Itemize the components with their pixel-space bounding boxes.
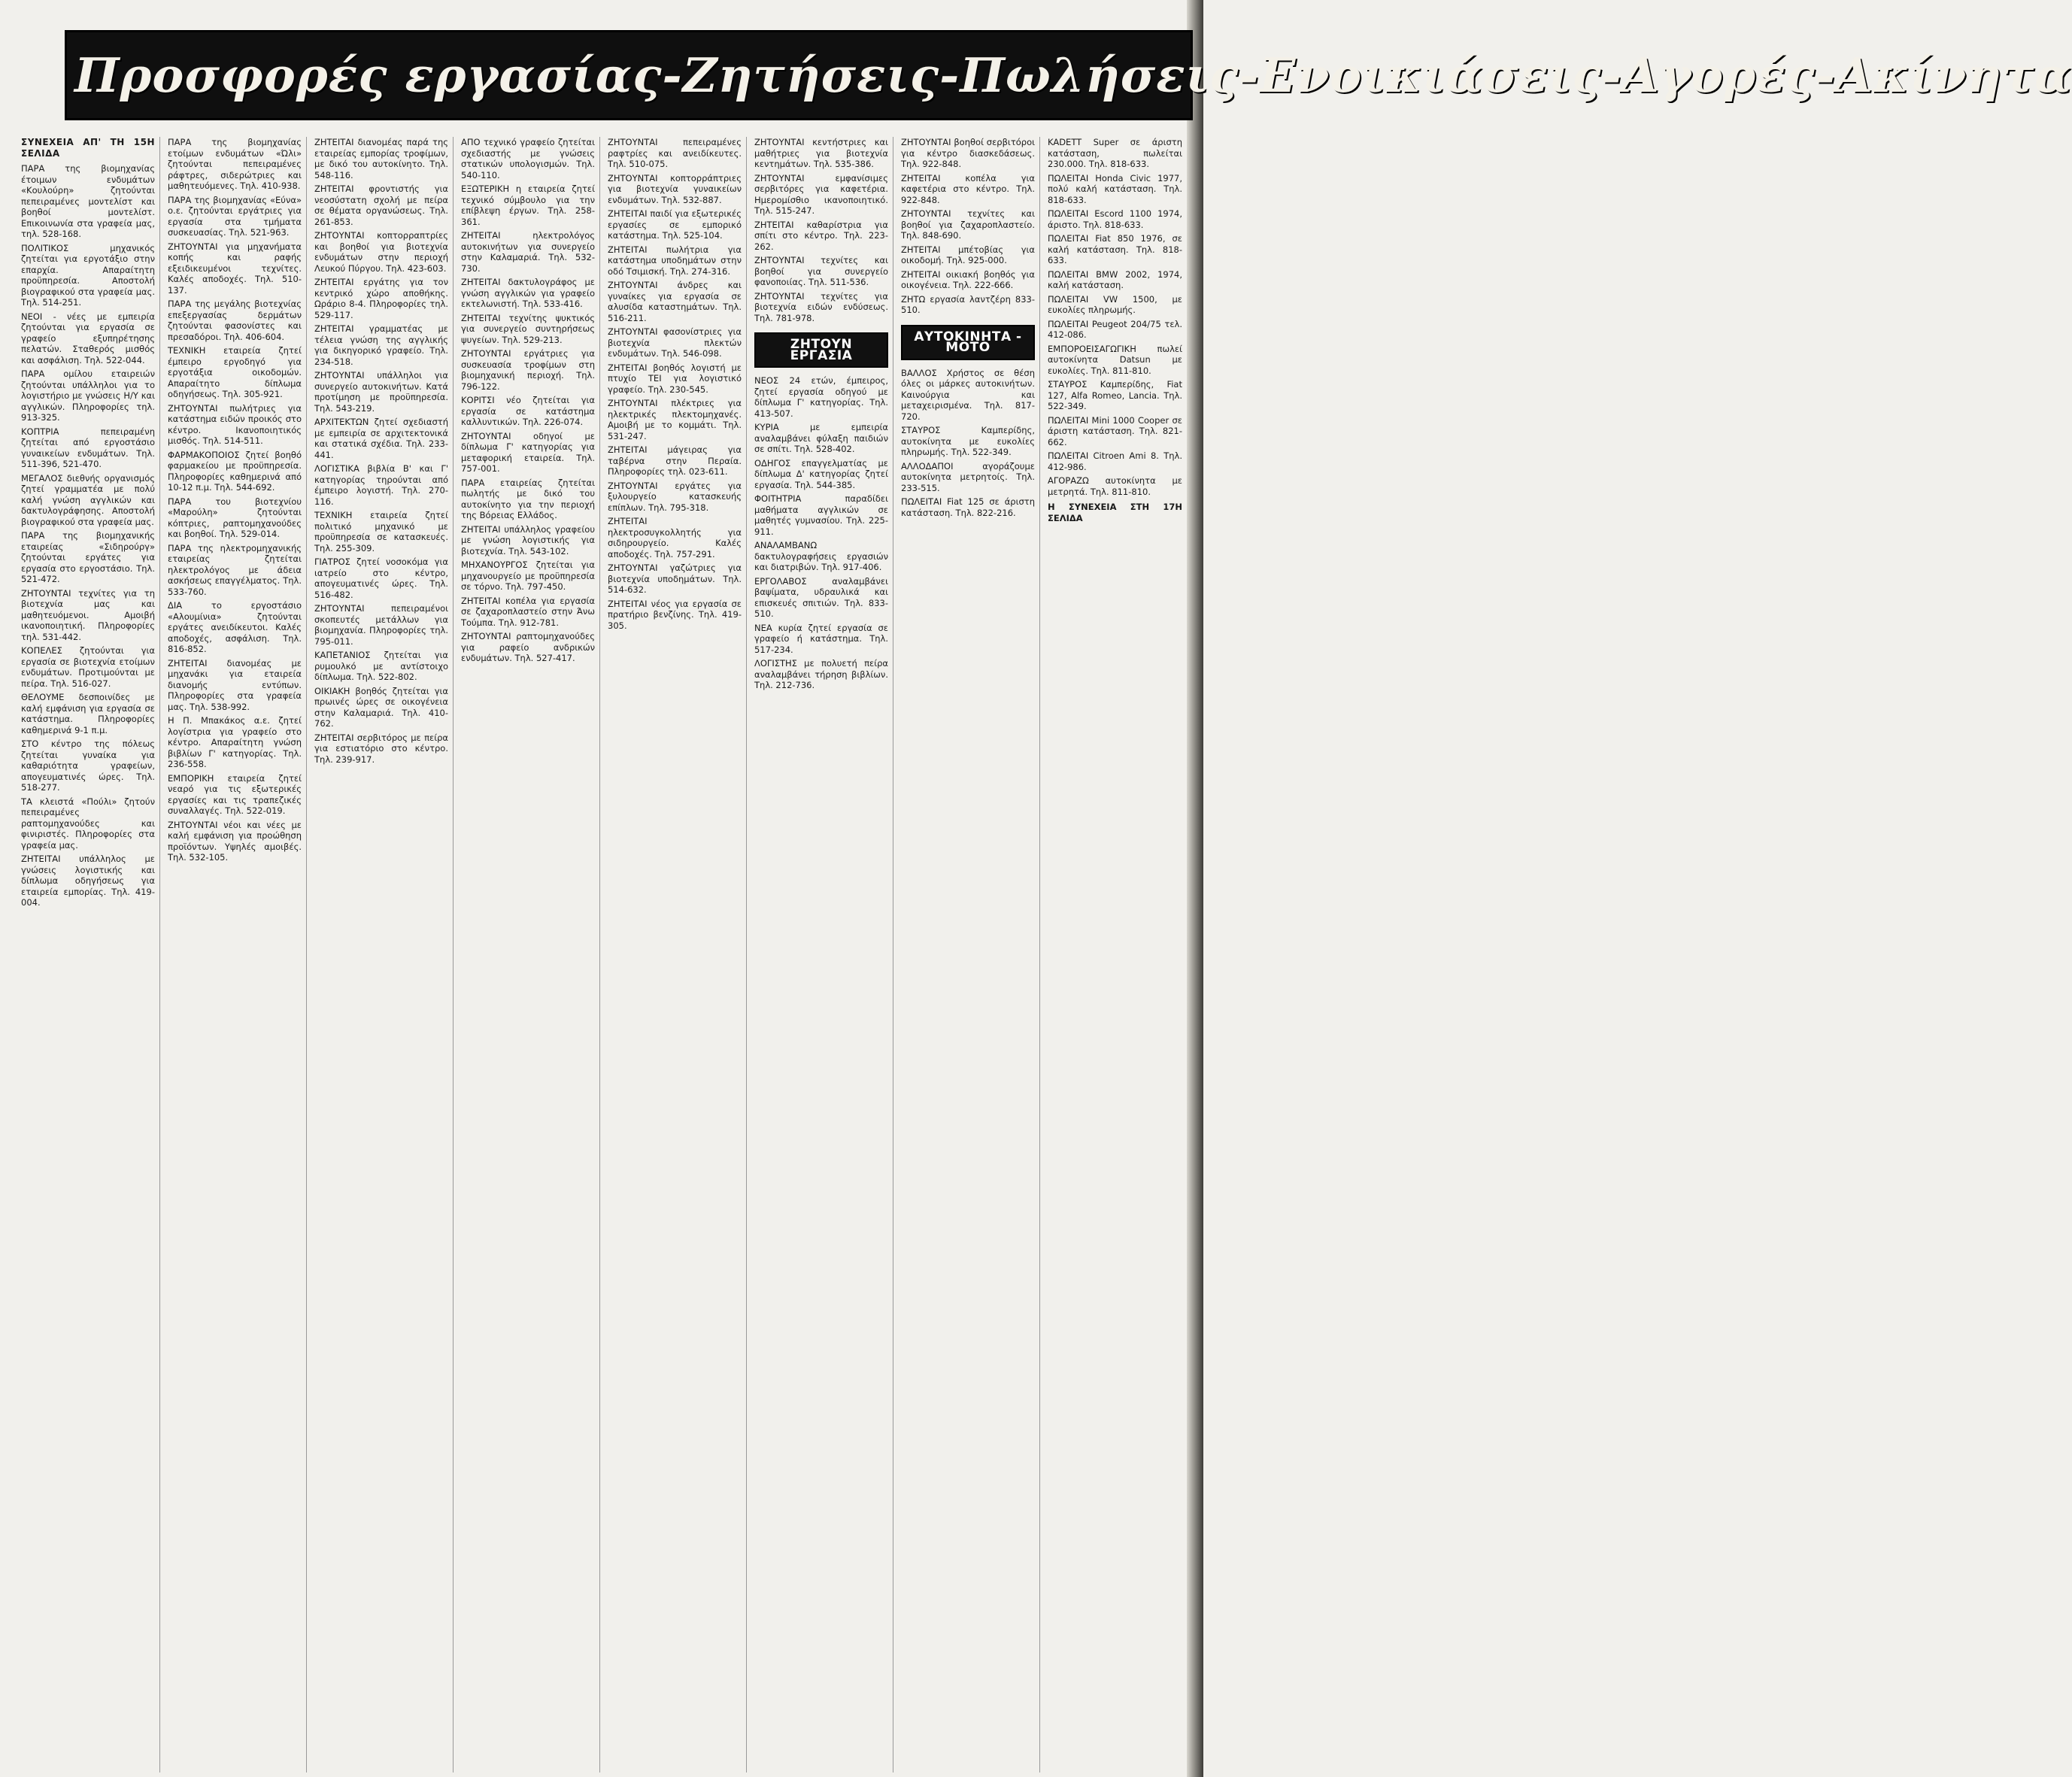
classified-ad: ΛΟΓΙΣΤΙΚΑ βιβλία Β' και Γ' κατηγορίας τηρούνται από έμπειρο λογιστή. Τηλ. 270-116. — [314, 463, 448, 507]
classified-ad: ΠΩΛΕΙΤΑΙ Mini 1000 Cooper σε άριστη κατάσταση. Τηλ. 821-662. — [1048, 414, 1182, 447]
section-header-seeking-work: ΖΗΤΟΥΝ ΕΡΓΑΣΙΑ — [754, 332, 888, 368]
classified-ad: ΠΑΡΑ του βιοτεχνίου «Μαρούλη» ζητούνται κόπτριες, ραπτομηχανούδες και βοηθοί. Τηλ. 529-014. — [168, 496, 302, 539]
classified-ad: ΖΗΤΟΥΝΤΑΙ εργάτες για ξυλουργείο κατασκευής επίπλων. Τηλ. 795-318. — [608, 480, 742, 513]
classified-ad: ΖΗΤΟΥΝΤΑΙ εμφανίσιμες σερβιτόρες για καφετέρια. Ημερομίσθιο ικανοποιητικό. Τηλ. 515-247. — [754, 172, 888, 216]
classified-ad: ΟΔΗΓΟΣ επαγγελματίας με δίπλωμα Δ' κατηγορίας ζητεί εργασία. Τηλ. 544-385. — [754, 457, 888, 490]
classified-ad: ΖΗΤΟΥΝΤΑΙ κεντήστριες και μαθήτριες για βιοτεχνία κεντημάτων. Τηλ. 535-386. — [754, 137, 888, 169]
classified-ad: ΖΗΤΟΥΝΤΑΙ κοπτορραπτρίες και βοηθοί για βιοτεχνία ενδυμάτων στην περιοχή Λευκού Πύργου. Τηλ. 423-603. — [314, 230, 448, 274]
classified-ad: ΖΗΤΟΥΝΤΑΙ φασονίστριες για βιοτεχνία πλεκτών ενδυμάτων. Τηλ. 546-098. — [608, 326, 742, 359]
classified-ad: ΠΩΛΕΙΤΑΙ Citroen Ami 8. Τηλ. 412-986. — [1048, 450, 1182, 472]
continuation-note: Η ΣΥΝΕΧΕΙΑ ΣΤΗ 17Η ΣΕΛΙΔΑ — [1048, 502, 1182, 523]
classified-ad: ΖΗΤΕΙΤΑΙ ηλεκτροσυγκολλητής για σιδηρουργείο. Καλές αποδοχές. Τηλ. 757-291. — [608, 516, 742, 559]
classified-ad: ΛΟΓΙΣΤΗΣ με πολυετή πείρα αναλαμβάνει τήρηση βιβλίων. Τηλ. 212-736. — [754, 658, 888, 690]
classified-ad: ΤΑ κλειστά «Πούλι» ζητούν πεπειραμένες ραπτομηχανούδες και φινιριστές. Πληροφορίες στα γραφεία μας. — [21, 796, 155, 851]
column-4 — [461, 137, 600, 1772]
column-8 — [1048, 137, 1187, 1772]
classified-ad: ΣΤΟ κέντρο της πόλεως ζητείται γυναίκα για καθαριότητα γραφείων, απογευματινές ώρες. Τηλ. 518-277. — [21, 738, 155, 793]
classified-ad: ΝΕΑ κυρία ζητεί εργασία σε γραφείο ή κατάστημα. Τηλ. 517-234. — [754, 622, 888, 655]
classified-ad: ΖΗΤΕΙΤΑΙ σερβιτόρος με πείρα για εστιατόριο στο κέντρο. Τηλ. 239-917. — [314, 732, 448, 765]
classified-ad: ΤΕΧΝΙΚΗ εταιρεία ζητεί έμπειρο εργοδηγό για εργοτάξια οικοδομών. Απαραίτητο δίπλωμα οδηγήσεως. Τηλ. 305-921. — [168, 345, 302, 399]
classified-ad: ΠΑΡΑ της μεγάλης βιοτεχνίας επεξεργασίας δερμάτων ζητούνται φασονίστες και πρεσαδόροι. Τηλ. 406-604. — [168, 299, 302, 342]
classified-ad: ΖΗΤΕΙΤΑΙ ηλεκτρολόγος αυτοκινήτων για συνεργείο στην Καλαμαριά. Τηλ. 532-730. — [461, 230, 595, 274]
classified-ad: ΖΗΤΕΙΤΑΙ κοπέλα για καφετέρια στο κέντρο. Τηλ. 922-848. — [901, 172, 1035, 205]
classified-ad: ΒΑΛΛΟΣ Χρήστος σε θέση όλες οι μάρκες αυτοκινήτων. Καινούργια και μεταχειρισμένα. Τηλ. 817-720. — [901, 367, 1035, 422]
classified-ad: ΖΗΤΕΙΤΑΙ νέος για εργασία σε πρατήριο βενζίνης. Τηλ. 419-305. — [608, 598, 742, 631]
classified-ad: ΠΑΡΑ της βιομηχανίας ετοίμων ενδυμάτων «Ώλι» ζητούνται πεπειραμένες ράφτρες, σιδερώτριες και μαθητευόμενες. Τηλ. 410-938. — [168, 137, 302, 191]
classified-ad: ΔΙΑ το εργοστάσιο «Αλουμίνια» ζητούνται εργάτες ανειδίκευτοι. Καλές αποδοχές, ασφάλιση. Τηλ. 816-852. — [168, 600, 302, 654]
classified-ad: ΑΛΛΟΔΑΠΟΙ αγοράζουμε αυτοκίνητα μετρητοίς. Τηλ. 233-515. — [901, 460, 1035, 493]
classified-ad: ΖΗΤΕΙΤΑΙ γραμματέας με τέλεια γνώση της αγγλικής για δικηγορικό γραφείο. Τηλ. 234-518. — [314, 323, 448, 367]
continuation-heading: ΣΥΝΕΧΕΙΑ ΑΠ' ΤΗ 15Η ΣΕΛΙΔΑ — [21, 137, 155, 159]
classified-ad: ΓΙΑΤΡΟΣ ζητεί νοσοκόμα για ιατρείο στο κέντρο, απογευματινές ώρες. Τηλ. 516-482. — [314, 556, 448, 600]
classified-ad: ΖΗΤΕΙΤΑΙ πωλήτρια για κατάστημα υποδημάτων στην οδό Τσιμισκή. Τηλ. 274-316. — [608, 244, 742, 277]
classified-ad: ΚΟΡΙΤΣΙ νέο ζητείται για εργασία σε κατάστημα καλλυντικών. Τηλ. 226-074. — [461, 395, 595, 427]
classified-ad: ΕΜΠΟΡΟΕΙΣΑΓΩΓΙΚΗ πωλεί αυτοκίνητα Datsun με ευκολίες. Τηλ. 811-810. — [1048, 343, 1182, 376]
classified-ad: ΖΗΤΕΙΤΑΙ υπάλληλος με γνώσεις λογιστικής και δίπλωμα οδηγήσεως για εταιρεία εμπορίας. Τηλ. 419-004. — [21, 854, 155, 908]
classified-ad: Η Π. Μπακάκος α.ε. ζητεί λογίστρια για γραφείο στο κέντρο. Απαραίτητη γνώση βιβλίων Γ' κατηγορίας. Τηλ. 236-558. — [168, 715, 302, 769]
classified-ad: ΠΩΛΕΙΤΑΙ BMW 2002, 1974, καλή κατάσταση. — [1048, 268, 1182, 290]
classifieds-columns — [21, 137, 1187, 1772]
classified-ad: ΑΡΧΙΤΕΚΤΩΝ ζητεί σχεδιαστή με εμπειρία σε αρχιτεκτονικά και στατικά σχέδια. Τηλ. 233-441. — [314, 417, 448, 460]
classified-ad: ΠΑΡΑ της ηλεκτρομηχανικής εταιρείας ζητείται ηλεκτρολόγος με άδεια ασκήσεως επαγγέλματος. Τηλ. 533-760. — [168, 542, 302, 597]
classified-ad: ΠΩΛΕΙΤΑΙ Honda Civic 1977, πολύ καλή κατάσταση. Τηλ. 818-633. — [1048, 172, 1182, 205]
classified-ad: ΖΗΤΟΥΝΤΑΙ τεχνίτες για βιοτεχνία ειδών ενδύσεως. Τηλ. 781-978. — [754, 290, 888, 323]
classified-ad: ΖΗΤΕΙΤΑΙ εργάτης για τον κεντρικό χώρο αποθήκης. Ωράριο 8-4. Πληροφορίες τηλ. 529-117. — [314, 277, 448, 320]
classified-ad: ΕΡΓΟΛΑΒΟΣ αναλαμβάνει βαψίματα, υδραυλικά και επισκευές σπιτιών. Τηλ. 833-510. — [754, 575, 888, 619]
classified-ad: ΦΑΡΜΑΚΟΠΟΙΟΣ ζητεί βοηθό φαρμακείου με προϋπηρεσία. Πληροφορίες καθημερινά από 10-12 π.μ. Τηλ. 544-692. — [168, 449, 302, 493]
classified-ad: ΠΟΛΙΤΙΚΟΣ μηχανικός ζητείται για εργοτάξιο στην επαρχία. Απαραίτητη προϋπηρεσία. Αποστολή βιογραφικού στα γραφεία μας. Τηλ. 514-251. — [21, 242, 155, 308]
classified-ad: ΖΗΤΕΙΤΑΙ τεχνίτης ψυκτικός για συνεργείο συντηρήσεως ψυγείων. Τηλ. 529-213. — [461, 312, 595, 345]
classified-ad: ΖΗΤΟΥΝΤΑΙ πωλήτριες για κατάστημα ειδών προικός στο κέντρο. Ικανοποιητικός μισθός. Τηλ. 514-511. — [168, 402, 302, 446]
classified-ad: ΖΗΤΟΥΝΤΑΙ ραπτομηχανούδες για ραφείο ανδρικών ενδυμάτων. Τηλ. 527-417. — [461, 631, 595, 663]
column-1 — [21, 137, 160, 1772]
classified-ad: ΠΩΛΕΙΤΑΙ VW 1500, με ευκολίες πληρωμής. — [1048, 293, 1182, 315]
classified-ad: ΕΜΠΟΡΙΚΗ εταιρεία ζητεί νεαρό για τις εξωτερικές εργασίες και τις τραπεζικές συναλλαγές. Τηλ. 522-019. — [168, 772, 302, 816]
classified-ad: ΖΗΤΕΙΤΑΙ διανομέας με μηχανάκι για εταιρεία διανομής εντύπων. Πληροφορίες στα γραφεία μας. Τηλ. 538-992. — [168, 657, 302, 712]
classified-ad: ΑΓΟΡΑΖΩ αυτοκίνητα με μετρητά. Τηλ. 811-810. — [1048, 475, 1182, 497]
classified-ad: ΚΟΠΤΡΙΑ πεπειραμένη ζητείται από εργοστάσιο γυναικείων ενδυμάτων. Τηλ. 511-396, 521-470. — [21, 426, 155, 469]
classified-ad: ΠΩΛΕΙΤΑΙ Escord 1100 1974, άριστο. Τηλ. 818-633. — [1048, 208, 1182, 230]
classified-ad: ΦΟΙΤΗΤΡΙΑ παραδίδει μαθήματα αγγλικών σε μαθητές γυμνασίου. Τηλ. 225-911. — [754, 493, 888, 537]
classified-ad: ΖΗΤΟΥΝΤΑΙ βοηθοί σερβιτόροι για κέντρο διασκεδάσεως. Τηλ. 922-848. — [901, 137, 1035, 169]
classified-ad: ΠΑΡΑ ομίλου εταιρειών ζητούνται υπάλληλοι για το λογιστήριο με γνώσεις Η/Υ και αγγλικών. Πληροφορίες τηλ. 913-325. — [21, 368, 155, 423]
column-2 — [168, 137, 307, 1772]
classified-ad: ΖΗΤΕΙΤΑΙ δακτυλογράφος με γνώση αγγλικών για γραφείο εκτελωνιστή. Τηλ. 533-416. — [461, 277, 595, 309]
banner-title: Προσφορές εργασίας-Ζητήσεις-Πωλήσεις-Ενοικιάσεις-Αγορές-Ακίνητα — [74, 47, 2072, 103]
classified-ad: ΖΗΤΟΥΝΤΑΙ τεχνίτες για τη βιοτεχνία μας και μαθητευόμενοι. Αμοιβή ικανοποιητική. Πληροφορίες τηλ. 531-442. — [21, 587, 155, 642]
classified-ad: ΖΗΤΕΙΤΑΙ διανομέας παρά της εταιρείας εμπορίας τροφίμων, με δικό του αυτοκίνητο. Τηλ. 548-116. — [314, 137, 448, 180]
column-3 — [314, 137, 454, 1772]
classified-ad: ΖΗΤΕΙΤΑΙ φροντιστής για νεοσύστατη σχολή με πείρα σε θέματα οργανώσεως. Τηλ. 261-853. — [314, 183, 448, 227]
classified-ad: ΠΩΛΕΙΤΑΙ Fiat 125 σε άριστη κατάσταση. Τηλ. 822-216. — [901, 496, 1035, 518]
classified-ad: ΠΑΡΑ εταιρείας ζητείται πωλητής με δικό του αυτοκίνητο για την περιοχή της Βόρειας Ελλάδος. — [461, 477, 595, 520]
classified-ad: ΖΗΤΟΥΝΤΑΙ υπάλληλοι για συνεργείο αυτοκινήτων. Κατά προτίμηση με προϋπηρεσία. Τηλ. 543-219. — [314, 370, 448, 414]
classified-ad: ΖΗΤΕΙΤΑΙ καθαρίστρια για σπίτι στο κέντρο. Τηλ. 223-262. — [754, 219, 888, 252]
classified-ad: ΝΕΟΙ - νέες με εμπειρία ζητούνται για εργασία σε γραφείο εξυπηρέτησης πελατών. Σταθερός μισθός και ασφάλιση. Τηλ. 522-044. — [21, 311, 155, 365]
classified-ad: ΖΗΤΟΥΝΤΑΙ νέοι και νέες με καλή εμφάνιση για προώθηση προϊόντων. Υψηλές αμοιβές. Τηλ. 532-105. — [168, 819, 302, 863]
classified-ad: ΖΗΤΟΥΝΤΑΙ για μηχανήματα κοπής και ραφής εξειδικευμένοι τεχνίτες. Καλές αποδοχές. Τηλ. 510-137. — [168, 241, 302, 296]
classified-ad: ΤΕΧΝΙΚΗ εταιρεία ζητεί πολιτικό μηχανικό με προϋπηρεσία σε κατασκευές. Τηλ. 255-309. — [314, 510, 448, 553]
classified-ad: ΖΗΤΟΥΝΤΑΙ τεχνίτες και βοηθοί για συνεργείο φανοποιίας. Τηλ. 511-536. — [754, 255, 888, 287]
classified-ad: ΠΑΡΑ της βιομηχανίας έτοιμων ενδυμάτων «Κουλούρη» ζητούνται πεπειραμένες μοντελίστ και βοηθοί μοντελίστ. Επικοινωνία στα γραφεία μας, τηλ. 528-168. — [21, 163, 155, 239]
classified-ad: ΕΞΩΤΕΡΙΚΗ η εταιρεία ζητεί τεχνικό σύμβουλο για την επίβλεψη έργων. Τηλ. 258-361. — [461, 183, 595, 227]
classified-ad: ΖΗΤΕΙΤΑΙ μπέτοβίας για οικοδομή. Τηλ. 925-000. — [901, 244, 1035, 265]
classified-ad: ΖΗΤΟΥΝΤΑΙ οδηγοί με δίπλωμα Γ' κατηγορίας για μεταφορική εταιρεία. Τηλ. 757-001. — [461, 430, 595, 474]
classified-ad: ΖΗΤΕΙΤΑΙ βοηθός λογιστή με πτυχίο ΤΕΙ για λογιστικό γραφείο. Τηλ. 230-545. — [608, 362, 742, 395]
classified-ad: KADETT Super σε άριστη κατάσταση, πωλείται 230.000. Τηλ. 818-633. — [1048, 137, 1182, 169]
section-header-cars-moto: ΑΥΤΟΚΙΝΗΤΑ - ΜΟΤΟ — [901, 325, 1035, 360]
classified-ad: ΑΝΑΛΑΜΒΑΝΩ δακτυλογραφήσεις εργασιών και διατριβών. Τηλ. 917-406. — [754, 540, 888, 572]
page-edge — [1187, 0, 1203, 1777]
classified-ad: ΖΗΤΟΥΝΤΑΙ πεπειραμένοι σκοπευτές μετάλλων για βιομηχανία. Πληροφορίες τηλ. 795-011. — [314, 603, 448, 647]
classified-ad: ΚΑΠΕΤΑΝΙΟΣ ζητείται για ρυμουλκό με αντίστοιχο δίπλωμα. Τηλ. 522-802. — [314, 650, 448, 682]
classified-ad: ΖΗΤΕΙΤΑΙ υπάλληλος γραφείου με γνώση λογιστικής για βιοτεχνία. Τηλ. 543-102. — [461, 523, 595, 556]
column-6 — [754, 137, 893, 1772]
classified-ad: ΖΗΤΟΥΝΤΑΙ κοπτορράπτριες για βιοτεχνία γυναικείων ενδυμάτων. Τηλ. 532-887. — [608, 172, 742, 205]
classified-ad: ΖΗΤΟΥΝΤΑΙ άνδρες και γυναίκες για εργασία σε αλυσίδα καταστημάτων. Τηλ. 516-211. — [608, 280, 742, 323]
column-5 — [608, 137, 747, 1772]
classified-ad: ΖΗΤΕΙΤΑΙ κοπέλα για εργασία σε ζαχαροπλαστείο στην Άνω Τούμπα. Τηλ. 912-781. — [461, 595, 595, 628]
classified-ad: ΖΗΤΩ εργασία λαντζέρη 833-510. — [901, 293, 1035, 315]
classified-ad: ΜΕΓΑΛΟΣ διεθνής οργανισμός ζητεί γραμματέα με πολύ καλή γνώση αγγλικών και δακτυλογράφησης. Αποστολή βιογραφικού στα γραφεία μας. — [21, 472, 155, 527]
classified-ad: ΖΗΤΕΙΤΑΙ μάγειρας για ταβέρνα στην Περαία. Πληροφορίες τηλ. 023-611. — [608, 444, 742, 477]
classified-ad: ΘΕΛΟΥΜΕ δεσποινίδες με καλή εμφάνιση για εργασία σε κατάστημα. Πληροφορίες καθημερινά 9-1 π.μ. — [21, 692, 155, 735]
classified-ad: ΖΗΤΟΥΝΤΑΙ εργάτριες για συσκευασία τροφίμων στη βιομηχανική περιοχή. Τηλ. 796-122. — [461, 348, 595, 392]
classified-ad: ΝΕΟΣ 24 ετών, έμπειρος, ζητεί εργασία οδηγού με δίπλωμα Γ' κατηγορίας. Τηλ. 413-507. — [754, 375, 888, 419]
section-banner — [65, 30, 2072, 120]
classified-ad: ΣΤΑΥΡΟΣ Καμπερίδης, αυτοκίνητα με ευκολίες πληρωμής. Τηλ. 522-349. — [901, 425, 1035, 457]
classified-ad: ΠΩΛΕΙΤΑΙ Fiat 850 1976, σε καλή κατάσταση. Τηλ. 818-633. — [1048, 233, 1182, 265]
classified-ad: ΟΙΚΙΑΚΗ βοηθός ζητείται για πρωινές ώρες σε οικογένεια στην Καλαμαριά. Τηλ. 410-762. — [314, 685, 448, 729]
classified-ad: ΚΟΠΕΛΕΣ ζητούνται για εργασία σε βιοτεχνία ετοίμων ενδυμάτων. Προτιμούνται με πείρα. Τηλ. 516-027. — [21, 645, 155, 689]
classified-ad: ΖΗΤΟΥΝΤΑΙ γαζώτριες για βιοτεχνία υποδημάτων. Τηλ. 514-632. — [608, 563, 742, 595]
classified-ad: ΠΑΡΑ της βιομηχανικής εταιρείας «Σιδηρούργ» ζητούνται εργάτες για εργασία στο εργοστάσιο. Τηλ. 521-472. — [21, 530, 155, 584]
column-7 — [901, 137, 1040, 1772]
classified-ad: ΣΤΑΥΡΟΣ Καμπερίδης, Fiat 127, Alfa Romeo, Lancia. Τηλ. 522-349. — [1048, 379, 1182, 411]
classified-ad: ΜΗΧΑΝΟΥΡΓΟΣ ζητείται για μηχανουργείο με προϋπηρεσία σε τόρνο. Τηλ. 797-450. — [461, 559, 595, 592]
classified-ad: ΖΗΤΟΥΝΤΑΙ τεχνίτες και βοηθοί για ζαχαροπλαστείο. Τηλ. 848-690. — [901, 208, 1035, 241]
classified-ad: ΠΩΛΕΙΤΑΙ Peugeot 204/75 τελ. 412-086. — [1048, 318, 1182, 340]
classified-ad: ΑΠΟ τεχνικό γραφείο ζητείται σχεδιαστής με γνώσεις στατικών υπολογισμών. Τηλ. 540-110. — [461, 137, 595, 180]
classified-ad: ΖΗΤΕΙΤΑΙ οικιακή βοηθός για οικογένεια. Τηλ. 222-666. — [901, 268, 1035, 290]
classified-ad: ΖΗΤΕΙΤΑΙ παιδί για εξωτερικές εργασίες σε εμπορικό κατάστημα. Τηλ. 525-104. — [608, 208, 742, 241]
classified-ad: ΖΗΤΟΥΝΤΑΙ πεπειραμένες ραφτρίες και ανειδίκευτες. Τηλ. 510-075. — [608, 137, 742, 169]
classified-ad: ΠΑΡΑ της βιομηχανίας «Εύνα» ο.ε. ζητούνται εργάτριες για εργασία στα τμήματα συσκευασίας. Τηλ. 521-963. — [168, 194, 302, 238]
classified-ad: ΖΗΤΟΥΝΤΑΙ πλέκτριες για ηλεκτρικές πλεκτομηχανές. Αμοιβή με το κομμάτι. Τηλ. 531-247. — [608, 398, 742, 441]
classified-ad: ΚΥΡΙΑ με εμπειρία αναλαμβάνει φύλαξη παιδιών σε σπίτι. Τηλ. 528-402. — [754, 422, 888, 454]
